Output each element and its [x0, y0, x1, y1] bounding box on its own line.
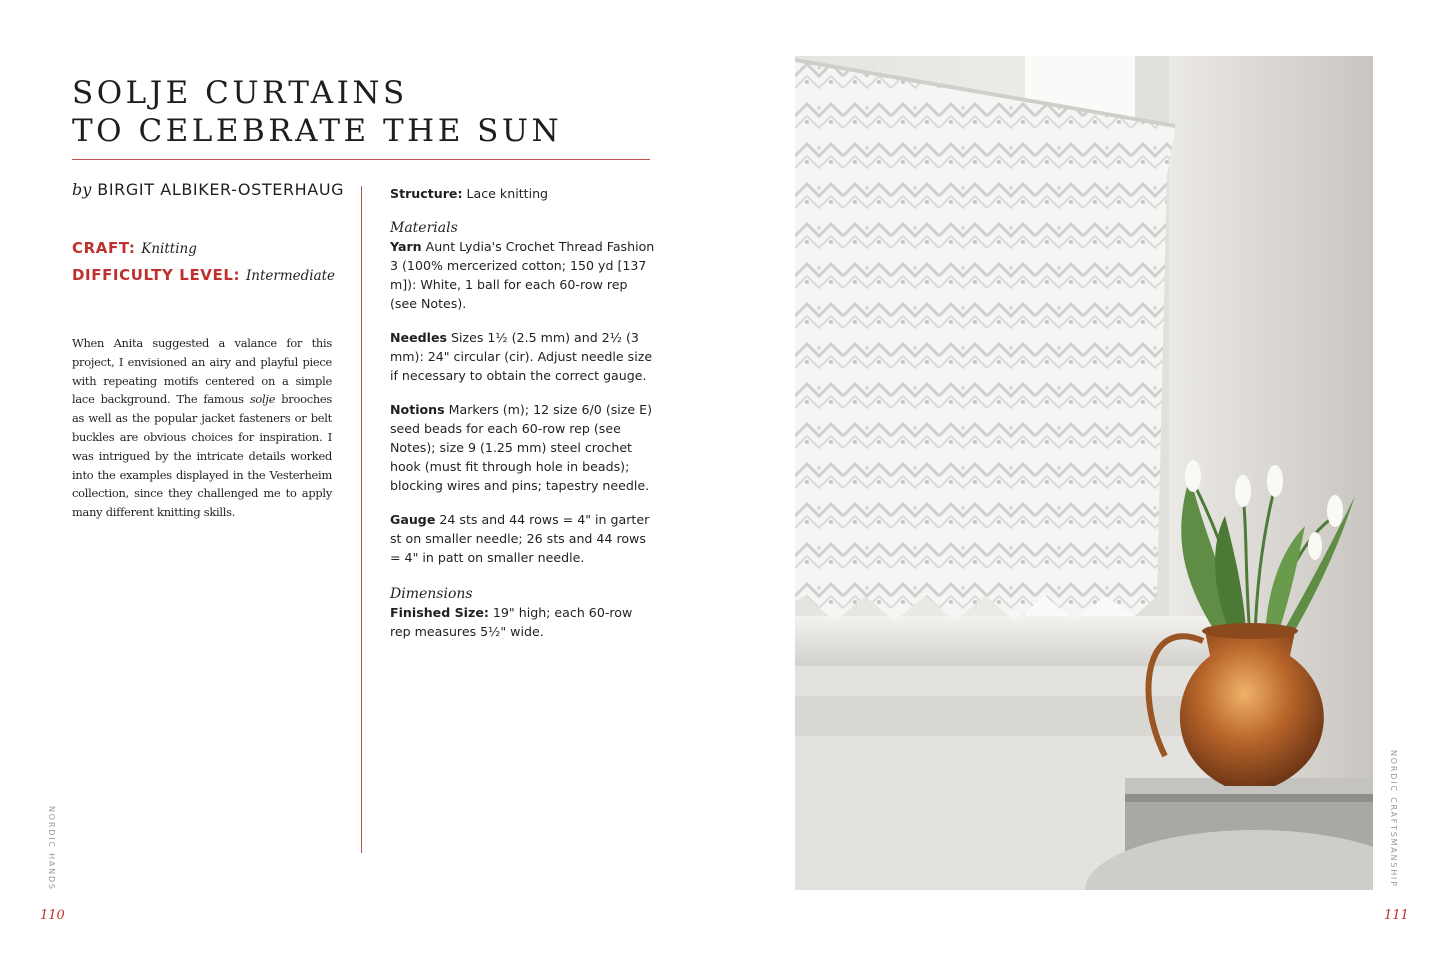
intro-paragraph [72, 334, 332, 522]
specs-column [390, 184, 655, 641]
gauge-spec [390, 510, 655, 567]
running-head-right-text: NORDIC CRAFTSMANSHIP [1389, 750, 1398, 888]
article-title [72, 74, 562, 150]
needles-label: Needles [390, 330, 447, 345]
title-line-1: SOLJE CURTAINS [72, 75, 408, 111]
curtain-photo-illustration [795, 56, 1373, 890]
dimensions-heading: Dimensions [390, 586, 473, 602]
structure-line [390, 184, 655, 203]
page-number-left: 110 [40, 908, 65, 923]
byline [72, 180, 344, 199]
gauge-label: Gauge [390, 512, 436, 527]
structure-text: Lace knitting [462, 186, 549, 201]
notions-spec [390, 400, 655, 495]
notions-label: Notions [390, 402, 445, 417]
byline-prefix: by [72, 180, 92, 199]
intro-emphasis: solje [249, 392, 276, 407]
author-name: BIRGIT ALBIKER-OSTERHAUG [97, 180, 345, 199]
needles-text: Sizes 1½ (2.5 mm) and 2½ (3 mm): 24" circular (cir). Adjust needle size if necessary to obtain the correct gauge. [390, 330, 653, 383]
craft-line [72, 239, 197, 257]
difficulty-label: DIFFICULTY LEVEL: [72, 266, 241, 284]
yarn-spec [390, 237, 655, 313]
running-head-left-text: NORDIC HANDS [47, 806, 56, 891]
yarn-text: Aunt Lydia's Crochet Thread Fashion 3 (100% mercerized cotton; 150 yd [137 m]): White, 1 ball for each 60-row rep (see Notes). [390, 239, 655, 311]
running-head-left [44, 806, 56, 892]
craft-label: CRAFT: [72, 239, 136, 257]
page-number-right: 111 [1384, 908, 1409, 923]
needles-spec [390, 328, 655, 385]
yarn-label: Yarn [390, 239, 422, 254]
intro-text-2: brooches as well as the popular jacket fasteners or belt buckles are obvious choices for inspiration. I was intrigued by the intricate details worked into the examples displayed in the Vesterheim collection, since they challenged me to apply many different knitting skills. [72, 392, 333, 520]
size-label: Finished Size: [390, 605, 489, 620]
title-line-2: TO CELEBRATE THE SUN [72, 113, 563, 149]
materials-heading: Materials [390, 220, 458, 236]
column-divider [361, 186, 362, 853]
craft-value: Knitting [141, 241, 197, 257]
curtain-photo [795, 56, 1373, 890]
running-head-right [1386, 750, 1398, 892]
difficulty-value: Intermediate [245, 268, 336, 284]
gauge-text: 24 sts and 44 rows = 4" in garter st on smaller needle; 26 sts and 44 rows = 4" in patt on smaller needle. [390, 512, 650, 565]
size-spec [390, 603, 655, 641]
size-text: 19" high; each 60-row rep measures 5½" wide. [390, 605, 633, 639]
notions-text: Markers (m); 12 size 6/0 (size E) seed beads for each 60-row rep (see Notes); size 9 (1.25 mm) steel crochet hook (must fit through hole in beads); blocking wires and pins; tapestry needle. [390, 402, 653, 493]
intro-text-1: When Anita suggested a valance for this project, I envisioned an airy and playful piece with repeating motifs centered on a simple lace background. The famous [72, 336, 332, 407]
title-rule [72, 159, 650, 160]
structure-label: Structure: [390, 186, 463, 201]
difficulty-line [72, 266, 335, 284]
